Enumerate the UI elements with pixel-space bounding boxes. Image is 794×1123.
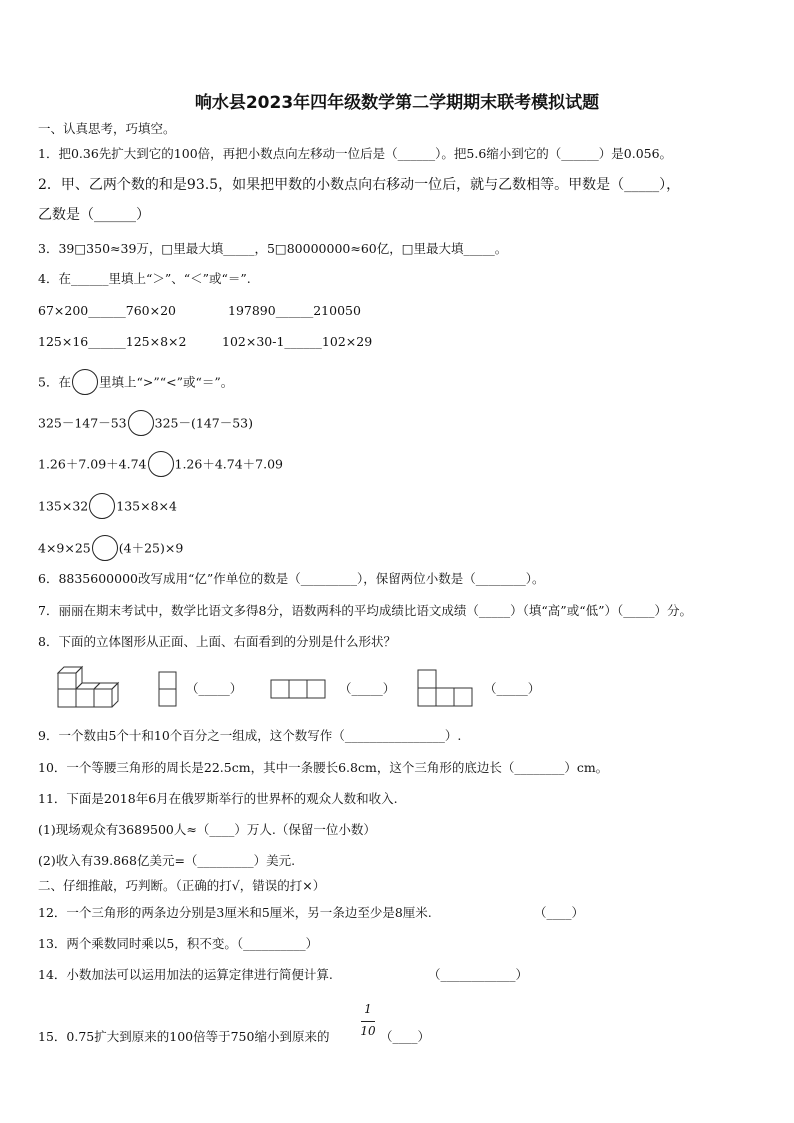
q8-blank-2[interactable]: （_____） xyxy=(339,681,396,696)
answer-circle[interactable] xyxy=(72,369,98,395)
q5-item-1-right: 325－(147－53) xyxy=(154,415,254,431)
question-15: 15．0.75扩大到原来的100倍等于750缩小到原来的 xyxy=(38,1029,330,1044)
q5-item-3-left: 135×32 xyxy=(38,498,89,514)
question-7: 7．丽丽在期末考试中，数学比语文多得8分，语数两科的平均成绩比语文成绩（_____）（填“高”或“低”）（_____）分。 xyxy=(38,603,692,618)
q5-item-2 xyxy=(38,452,283,478)
q5-prefix: 5．在 xyxy=(38,374,71,390)
page-title: 响水县2023年四年级数学第二学期期末联考模拟试题 xyxy=(194,93,600,113)
question-10: 10．一个等腰三角形的周长是22.5cm，其中一条腰长6.8cm，这个三角形的底边长（________）cm。 xyxy=(38,760,609,775)
fraction-denominator: 10 xyxy=(360,1024,376,1038)
q5-item-1-left: 325－147－53 xyxy=(38,415,127,431)
q5-item-4-left: 4×9×25 xyxy=(38,540,91,556)
question-2-line-1: 2．甲、乙两个数的和是93.5，如果把甲数的小数点向右移动一位后，就与乙数相等。甲数是（_____）， xyxy=(38,177,681,193)
top-view-shape xyxy=(269,678,329,700)
question-2-line-2: 乙数是（______） xyxy=(38,207,150,223)
q15-blank[interactable]: （____） xyxy=(380,1029,431,1044)
q4-item-3: 125×16______125×8×2 xyxy=(38,334,187,349)
answer-circle[interactable] xyxy=(128,410,154,436)
section-1-heading: 一、认真思考，巧填空。 xyxy=(38,121,176,136)
q5-item-3 xyxy=(38,494,177,520)
q12-blank[interactable]: （____） xyxy=(534,905,585,920)
q14-blank[interactable]: （____________） xyxy=(428,967,529,982)
question-4: 4．在______里填上“＞”、“＜”或“＝”. xyxy=(38,271,251,286)
q8-blank-3[interactable]: （_____） xyxy=(484,681,541,696)
front-view-shape xyxy=(157,670,179,708)
question-5 xyxy=(38,370,233,396)
q5-item-4-right: (4＋25)×9 xyxy=(118,540,184,556)
question-6: 6．8835600000改写成用“亿”作单位的数是（_________），保留两位小数是（________）。 xyxy=(38,571,545,586)
section-2-heading: 二、仔细推敲，巧判断。（正确的打√，错误的打×） xyxy=(38,878,326,893)
q5-item-1 xyxy=(38,411,253,437)
question-11-part-1: (1)现场观众有3689500人≈（____）万人.（保留一位小数） xyxy=(38,822,376,837)
q8-blank-1[interactable]: （_____） xyxy=(186,681,243,696)
q5-suffix: 里填上“>”“<”或“＝”。 xyxy=(98,374,234,390)
question-11: 11．下面是2018年6月在俄罗斯举行的世界杯的观众人数和收入. xyxy=(38,791,398,806)
answer-circle[interactable] xyxy=(92,535,118,561)
question-11-part-2: (2)收入有39.868亿美元=（_________）美元. xyxy=(38,853,296,868)
q5-item-2-left: 1.26＋7.09＋4.74 xyxy=(38,456,147,472)
question-13: 13．两个乘数同时乘以5，积不变。（__________） xyxy=(38,936,319,951)
answer-circle[interactable] xyxy=(89,493,115,519)
question-9: 9．一个数由5个十和10个百分之一组成，这个数写作（________________）. xyxy=(38,728,462,743)
fraction-bar xyxy=(361,1021,375,1022)
side-view-shape xyxy=(416,668,476,708)
q5-item-2-right: 1.26＋4.74＋7.09 xyxy=(174,456,283,472)
q4-item-2: 197890______210050 xyxy=(228,303,361,318)
question-1: 1．把0.36先扩大到它的100倍，再把小数点向左移动一位后是（______）。把5.6缩小到它的（______）是0.056。 xyxy=(38,146,673,161)
q5-item-4 xyxy=(38,536,183,562)
question-8: 8．下面的立体图形从正面、上面、右面看到的分别是什么形状？ xyxy=(38,634,396,649)
q4-item-1: 67×200______760×20 xyxy=(38,303,176,318)
question-14: 14．小数加法可以运用加法的运算定律进行简便计算. xyxy=(38,967,333,982)
cube-solid-figure xyxy=(54,665,124,713)
question-12: 12．一个三角形的两条边分别是3厘米和5厘米，另一条边至少是8厘米. xyxy=(38,905,432,920)
q4-item-4: 102×30-1______102×29 xyxy=(222,334,373,349)
q5-item-3-right: 135×8×4 xyxy=(116,498,177,514)
answer-circle[interactable] xyxy=(148,451,174,477)
question-3: 3．39□350≈39万，□里最大填_____，5□80000000≈60亿，□里最大填_____。 xyxy=(38,241,508,256)
fraction-numerator: 1 xyxy=(364,1002,372,1016)
